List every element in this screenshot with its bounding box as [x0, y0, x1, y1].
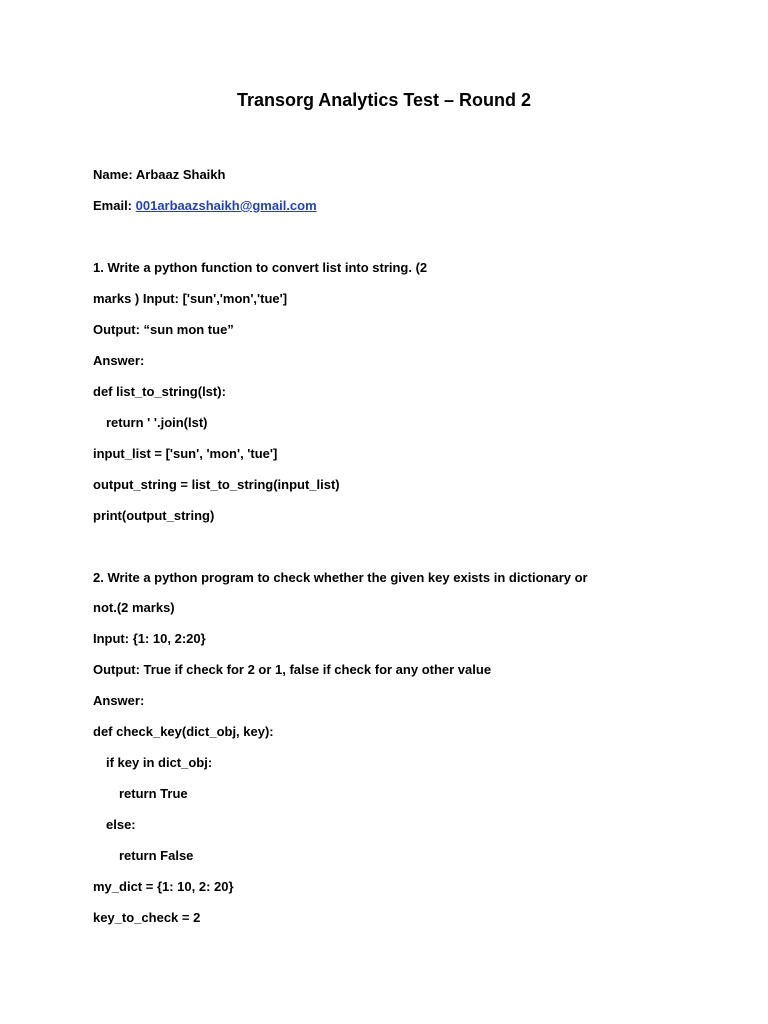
code-line: key_to_check = 2: [93, 910, 201, 925]
code-line: return False: [119, 848, 194, 863]
code-line: if key in dict_obj:: [106, 755, 213, 770]
code-line: output_string = list_to_string(input_list): [93, 477, 340, 492]
question-2-answer-label: Answer:: [93, 693, 145, 708]
code-line: def list_to_string(lst):: [93, 384, 226, 399]
email-label: Email:: [93, 198, 136, 213]
question-2-line-1: 2. Write a python program to check whether the given key exists in dictionary or: [93, 570, 588, 585]
document-title: Transorg Analytics Test – Round 2: [236, 90, 532, 110]
question-1-line-1: 1. Write a python function to convert list into string. (2: [93, 260, 428, 275]
code-line: print(output_string): [93, 508, 215, 523]
question-2-output: Output: True if check for 2 or 1, false if check for any other value: [93, 662, 492, 677]
question-2-input: Input: {1: 10, 2:20}: [93, 631, 206, 646]
email-line: [93, 197, 317, 215]
question-1-output: Output: “sun mon tue”: [93, 322, 234, 337]
code-line: my_dict = {1: 10, 2: 20}: [93, 879, 234, 894]
code-line: else:: [106, 817, 136, 832]
question-2-line-2: not.(2 marks): [93, 600, 175, 615]
code-line: input_list = ['sun', 'mon', 'tue']: [93, 446, 278, 461]
question-1-line-2: marks ) Input: ['sun','mon','tue']: [93, 291, 288, 306]
name-line: Name: Arbaaz Shaikh: [93, 167, 226, 182]
code-line: return ' '.join(lst): [106, 415, 208, 430]
code-line: def check_key(dict_obj, key):: [93, 724, 274, 739]
code-line: return True: [119, 786, 188, 801]
question-1-answer-label: Answer:: [93, 353, 145, 368]
email-link[interactable]: 001arbaazshaikh@gmail.com: [135, 198, 317, 213]
